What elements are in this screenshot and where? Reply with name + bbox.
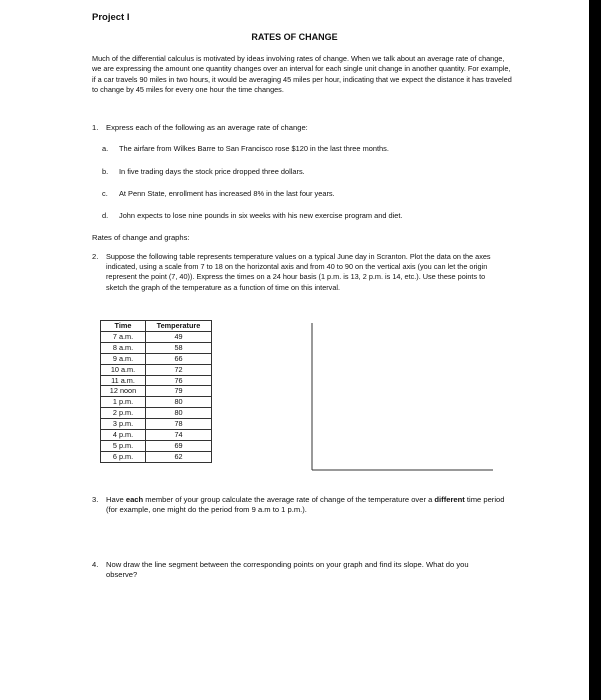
table-row [101,386,212,397]
table-header-row [101,321,212,332]
section-heading [92,233,512,244]
question-4-number: 4. [92,560,99,569]
question-1b-text: In five trading days the stock price dropped three dollars. [119,167,305,176]
question-1-text: Express each of the following as an average rate of change: [106,123,308,132]
intro-paragraph: Much of the differential calculus is motivated by ideas involving rates of change. When we talk about an average rate of change, we are expressing the amount one quantity changes over an interval for each single unit change in another quantity. For example, if a car travels 90 miles in two hours, it would be averaging 45 miles per hour, indicating that we expect the distance it has traveled to change by 45 miles for every one hour the time changes. [92,54,512,95]
question-3-bold-different: different [434,495,465,504]
temperature-cell: 80 [146,397,212,408]
question-1a-text: The airfare from Wilkes Barre to San Francisco rose $120 in the last three months. [119,144,389,153]
time-cell: 1 p.m. [101,397,146,408]
table-row [101,353,212,364]
question-3-number: 3. [92,495,99,504]
question-4 [92,560,512,582]
question-3-text-part: time period (for example, one might do the period from 9 a.m to 1 p.m.). [106,495,505,515]
question-3-text-part: Have [106,495,126,504]
table-row [101,440,212,451]
table-row [101,342,212,353]
table-row [101,451,212,462]
question-3-bold-each: each [125,495,144,504]
table-row [101,364,212,375]
question-3-text-part: member of your group calculate the average rate of change of the temperature over a [143,495,435,504]
table-row [101,419,212,430]
table-row [101,331,212,342]
page-title: RATES OF CHANGE [251,32,338,42]
time-cell: 10 a.m. [101,364,146,375]
time-cell: 12 noon [101,386,146,397]
temperature-cell: 58 [146,342,212,353]
temperature-cell: 74 [146,430,212,441]
time-cell: 6 p.m. [101,451,146,462]
question-3 [92,495,512,517]
question-1d-letter: d. [102,211,109,220]
time-cell: 5 p.m. [101,440,146,451]
question-1-number: 1. [92,123,99,132]
table-row [101,397,212,408]
time-cell: 7 a.m. [101,331,146,342]
question-2-text: Suppose the following table represents temperature values on a typical June day in Scranton. Plot the data on the axes indicated, using a scale from 7 to 18 on the horizontal axis and from 40 to 90 on the vertical axis (you can let the origin represent the point (7, 40)). Express the times on a 24 hour basis (1 p.m. is 13, 2 p.m. is 14, etc.). Use these points to sketch the graph of the temperature as a function of time on this interval. [106,252,491,292]
temperature-cell: 78 [146,419,212,430]
table-row [101,408,212,419]
question-4-text: Now draw the line segment between the corresponding points on your graph and find its slope. What do you observe? [106,560,469,580]
time-cell: 2 p.m. [101,408,146,419]
time-cell: 11 a.m. [101,375,146,386]
question-3-text [106,495,506,516]
temperature-cell: 62 [146,451,212,462]
blank-graph-axes [311,323,496,473]
temperature-cell: 49 [146,331,212,342]
section-heading-text: Rates of change and graphs: [92,233,190,242]
temperature-cell: 76 [146,375,212,386]
time-cell: 9 a.m. [101,353,146,364]
question-1b-letter: b. [102,167,109,176]
question-1c-letter: c. [102,189,108,198]
column-header-time: Time [101,321,146,332]
question-2-number: 2. [92,252,99,261]
question-2 [92,252,512,314]
temperature-cell: 72 [146,364,212,375]
time-cell: 3 p.m. [101,419,146,430]
question-1d-text: John expects to lose nine pounds in six weeks with his new exercise program and diet. [119,211,403,220]
table-row [101,375,212,386]
screen-edge-bar [589,0,601,700]
time-cell: 8 a.m. [101,342,146,353]
temperature-cell: 69 [146,440,212,451]
temperature-table [100,320,212,463]
temperature-cell: 66 [146,353,212,364]
project-label: Project I [92,12,130,23]
question-1a-letter: a. [102,144,109,153]
table-row [101,430,212,441]
temperature-cell: 79 [146,386,212,397]
question-1c-text: At Penn State, enrollment has increased 8% in the last four years. [119,189,335,198]
question-1 [92,123,512,134]
temperature-cell: 80 [146,408,212,419]
time-cell: 4 p.m. [101,430,146,441]
column-header-temperature: Temperature [146,321,212,332]
